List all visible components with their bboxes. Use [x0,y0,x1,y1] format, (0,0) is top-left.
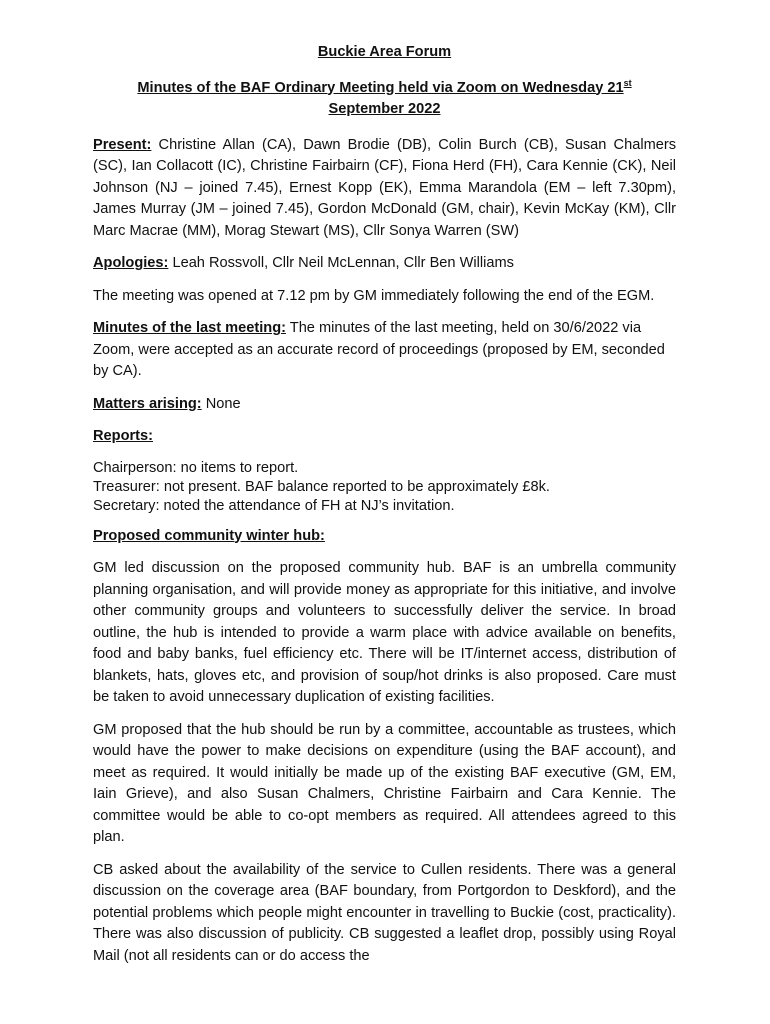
report-secretary: Secretary: noted the attendance of FH at NJ’s invitation. [93,497,455,514]
minutes-label: Minutes of the last meeting: [93,320,286,336]
apologies-label: Apologies: [93,255,169,271]
present-section [93,135,676,243]
report-treasurer: Treasurer: not present. BAF balance reported to be approximately £8k. [93,478,550,495]
apologies-section [93,253,676,275]
hub-heading [93,526,676,548]
reports-list [93,459,676,516]
opening-paragraph: The meeting was opened at 7.12 pm by GM immediately following the end of the EGM. [93,287,655,304]
matters-label: Matters arising: [93,395,202,412]
minutes-section [93,318,676,383]
present-label: Present: [93,136,152,153]
report-chair: Chairperson: no items to report. [93,459,299,476]
reports-label: Reports: [93,428,153,444]
subtitle-main: Minutes of the BAF Ordinary Meeting held via Zoom on Wednesday 21 [137,79,624,96]
document-subtitle [93,78,676,121]
reports-heading [93,426,676,448]
hub-paragraph-2: GM proposed that the hub should be run by a committee, accountable as trustees, which would have the power to make decisions on expenditure (using the BAF account), and meet as required. It would initially be made up of the existing BAF executive (GM, EM, Iain Grieve), and also Susan Chalmers, Christine Fairbairn and Cara Kennie. The committee would be able to co-opt members as required. All attendees agreed to this plan. [93,721,676,845]
matters-text: None [201,395,241,412]
document-title: Buckie Area Forum [317,44,452,60]
minutes-text: The minutes of the last meeting, held on 30/6/2022 via Zoom, were accepted as an accurate record of proceedings (proposed by EM, seconded by CA). [93,320,665,379]
hub-label: Proposed community winter hub: [93,527,325,544]
present-text: Christine Allan (CA), Dawn Brodie (DB), Colin Burch (CB), Susan Chalmers (SC), Ian Collacott (IC), Christine Fairbairn (CF), Fiona Herd (FH), Cara Kennie (CK), Neil Johnson (NJ – joined 7.45), Ernest Kopp (EK), Emma Marandola (EM – left 7.30pm), James Murray (JM – joined 7.45), Gordon McDonald (GM, chair), Kevin McKay (KM), Cllr Marc Macrae (MM), Morag Stewart (MS), Cllr Sonya Warren (SW) [93,136,676,239]
hub-paragraph-1: GM led discussion on the proposed community hub. BAF is an umbrella community planning organisation, and will provide money as appropriate for this initiative, and involve other community groups and volunteers to successfully deliver the service. In broad outline, the hub is intended to provide a warm place with advice available on benefits, food and baby banks, fuel efficiency etc. There will be IT/internet access, distribution of blankets, hats, gloves etc, and provision of soup/hot drinks is also proposed. Care must be taken to avoid unnecessary duplication of existing facilities. [93,560,676,705]
subtitle-ordinal: st [623,77,632,88]
hub-paragraph-3: CB asked about the availability of the service to Cullen residents. There was a general discussion on the coverage area (BAF boundary, from Portgordon to Deskford), and the potential problems which people might encounter in travelling to Buckie (cost, practicality). There was also discussion of publicity. CB suggested a leaflet drop, possibly using Royal Mail (not all residents can or do access the [93,861,676,964]
apologies-text: Leah Rossvoll, Cllr Neil McLennan, Cllr Ben Williams [168,255,514,271]
subtitle-date: September 2022 [328,101,441,117]
matters-section [93,394,676,416]
